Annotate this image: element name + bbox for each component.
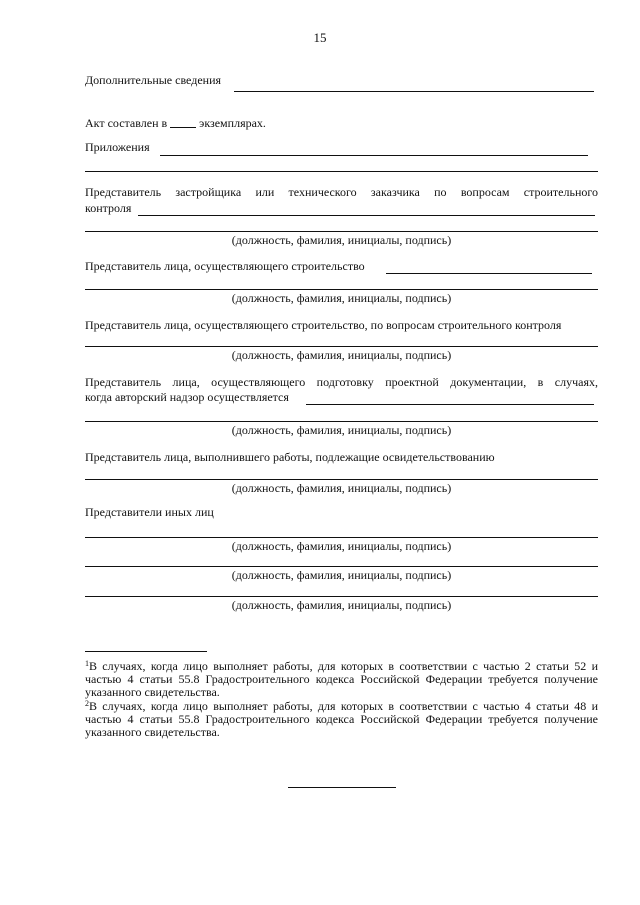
signature-caption: (должность, фамилия, инициалы, подпись) bbox=[231, 233, 452, 247]
rep-others-signature-line-1[interactable] bbox=[85, 537, 598, 538]
rep-design-line1: Представитель лица, осуществляющего подготовку проектной документации, в случаях, bbox=[85, 375, 598, 389]
rep-design-signature-line[interactable] bbox=[85, 421, 598, 422]
footnote-2-text: В случаях, когда лицо выполняет работы, для которых в соответствии с частью 4 статьи 48 и частью 4 статьи 55.8 Градостроительного кодекса Российской Федерации требуется получение указанного свидетельства. bbox=[85, 699, 598, 739]
page-number: 15 bbox=[313, 30, 327, 45]
rep-builder-control-label: Представитель лица, осуществляющего строительство, по вопросам строительного контроля bbox=[85, 318, 562, 332]
rep-performer-signature-line[interactable] bbox=[85, 479, 598, 480]
attachments-field-2[interactable] bbox=[85, 171, 598, 172]
additional-info-field[interactable] bbox=[234, 91, 594, 92]
act-copies-suffix: экземплярах. bbox=[199, 116, 266, 130]
signature-caption: (должность, фамилия, инициалы, подпись) bbox=[231, 481, 452, 495]
act-copies-row bbox=[85, 116, 266, 131]
footnote-1 bbox=[85, 657, 598, 699]
signature-caption: (должность, фамилия, инициалы, подпись) bbox=[231, 291, 452, 305]
rep-developer-signature-line[interactable] bbox=[85, 231, 598, 232]
rep-developer-field[interactable] bbox=[138, 215, 595, 216]
signature-caption: (должность, фамилия, инициалы, подпись) bbox=[231, 423, 452, 437]
signature-caption: (должность, фамилия, инициалы, подпись) bbox=[231, 598, 452, 612]
rep-builder-field[interactable] bbox=[386, 273, 592, 274]
bottom-rule bbox=[288, 787, 396, 788]
rep-builder-label: Представитель лица, осуществляющего строительство bbox=[85, 259, 365, 273]
footnote-2 bbox=[85, 697, 598, 739]
rep-developer-line2: контроля bbox=[85, 201, 132, 215]
footnote-1-text: В случаях, когда лицо выполняет работы, для которых в соответствии с частью 2 статьи 52 и частью 4 статьи 55.8 Градостроительного кодекса Российской Федерации требуется получение указанного свидетельства. bbox=[85, 659, 598, 699]
rep-performer-label: Представитель лица, выполнившего работы, подлежащие освидетельствованию bbox=[85, 450, 495, 464]
rep-others-label: Представители иных лиц bbox=[85, 505, 214, 519]
rep-developer-line1: Представитель застройщика или технического заказчика по вопросам строительного bbox=[85, 185, 598, 199]
rep-others-signature-line-2[interactable] bbox=[85, 566, 598, 567]
additional-info-label: Дополнительные сведения bbox=[85, 73, 222, 87]
footnote-1-mark: 1 bbox=[85, 659, 89, 668]
act-copies-prefix: Акт составлен в bbox=[85, 116, 168, 130]
rep-design-line2: когда авторский надзор осуществляется bbox=[85, 390, 289, 404]
rep-builder-signature-line[interactable] bbox=[85, 289, 598, 290]
signature-caption: (должность, фамилия, инициалы, подпись) bbox=[231, 568, 452, 582]
rep-design-field[interactable] bbox=[306, 404, 594, 405]
attachments-field[interactable] bbox=[160, 155, 588, 156]
footnote-separator bbox=[85, 651, 207, 652]
footnote-2-mark: 2 bbox=[85, 699, 89, 708]
rep-others-signature-line-3[interactable] bbox=[85, 596, 598, 597]
act-copies-field[interactable] bbox=[170, 117, 196, 128]
rep-builder-control-signature-line[interactable] bbox=[85, 346, 598, 347]
attachments-label: Приложения bbox=[85, 140, 150, 154]
signature-caption: (должность, фамилия, инициалы, подпись) bbox=[231, 348, 452, 362]
signature-caption: (должность, фамилия, инициалы, подпись) bbox=[231, 539, 452, 553]
